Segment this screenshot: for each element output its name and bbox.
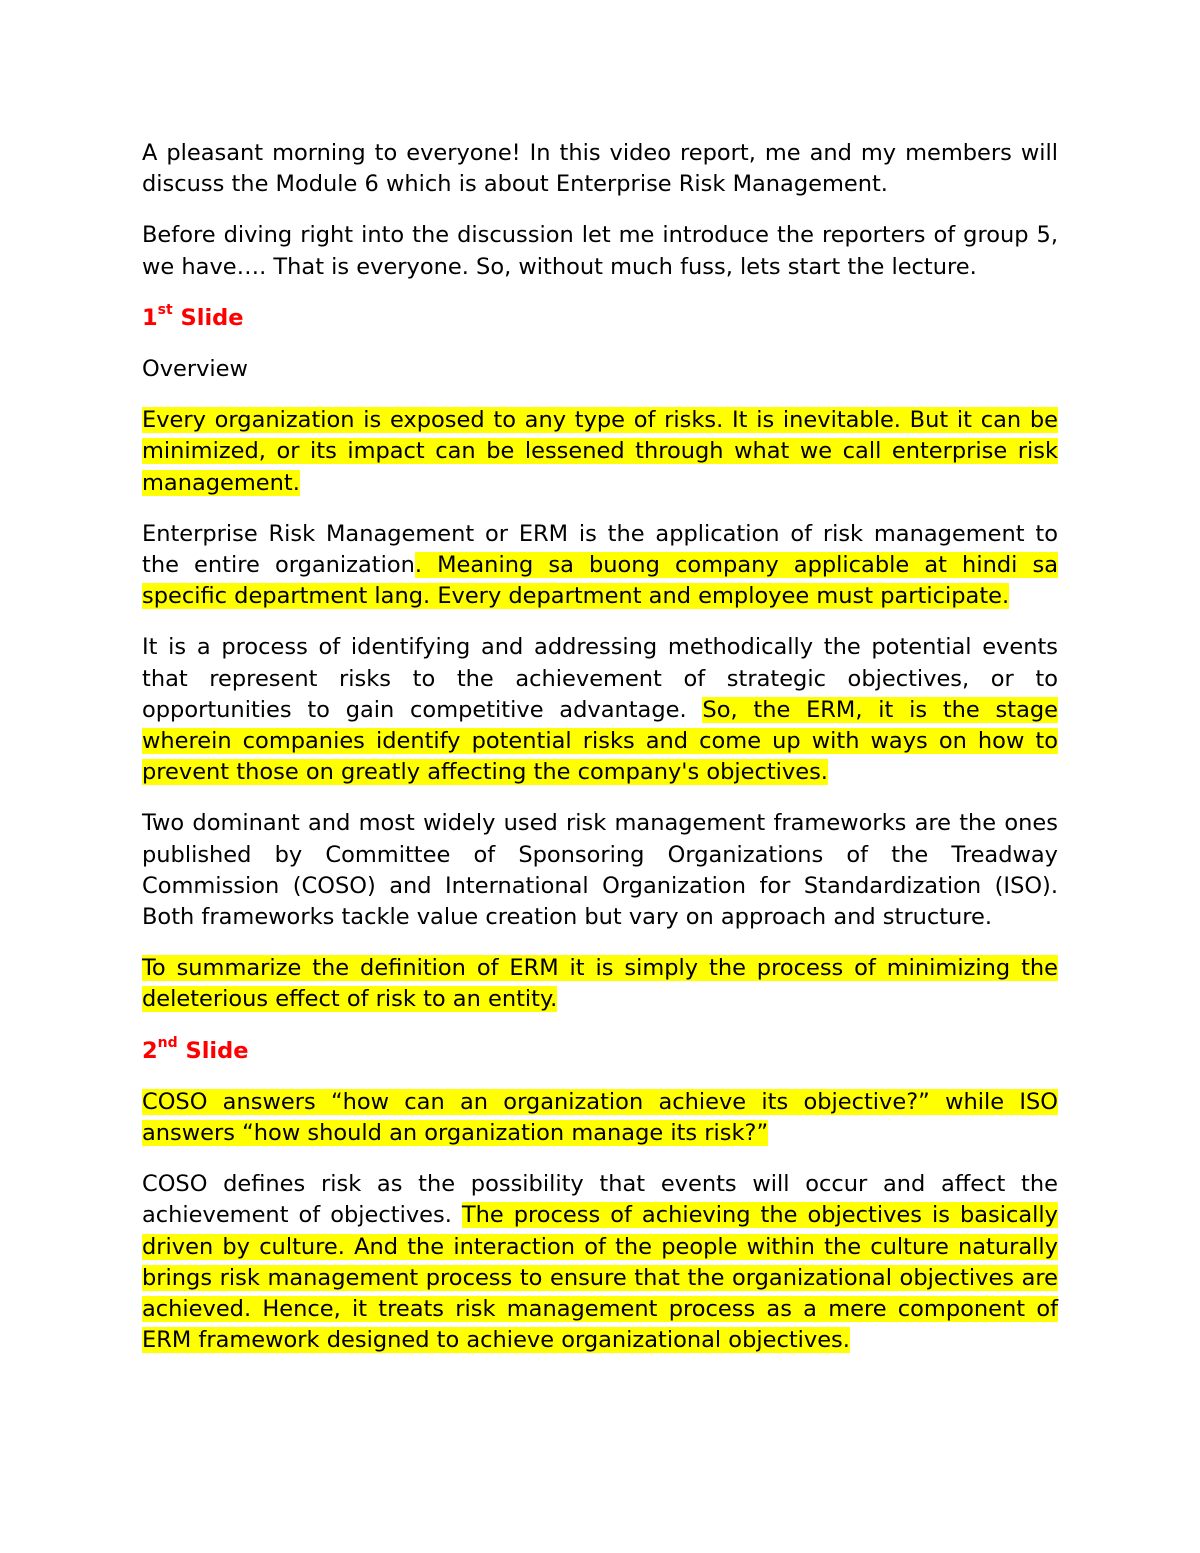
document-page bbox=[142, 138, 1058, 1377]
overview-label: Overview bbox=[142, 356, 248, 383]
slide-1-heading bbox=[142, 303, 1058, 334]
slide-1-heading-ordinal: st bbox=[157, 302, 173, 319]
highlighted-text: Every organization is exposed to any type of risks. It is inevitable. But it can be minimized, or its impact can be lessened through what we call enterprise risk management. bbox=[142, 407, 1058, 496]
intro-paragraph-greeting: A pleasant morning to everyone! In this video report, me and my members will discuss the Module 6 which is about Enterprise Risk Management. bbox=[142, 140, 1058, 198]
plain-text: COSO defines risk as the possibility that events will occur and affect the achievement of objectives. bbox=[142, 1171, 1058, 1229]
slide-2-heading-number: 2 bbox=[142, 1037, 158, 1064]
highlighted-text: So, the ERM, it is the stage wherein companies identify potential risks and come up with ways on how to prevent those on greatly affecting the company's objectives. bbox=[142, 696, 1058, 786]
paragraph-coso-defines-risk bbox=[142, 1169, 1058, 1356]
plain-text: Enterprise Risk Management or ERM is the application of risk management to the entire organization bbox=[142, 520, 1058, 579]
highlighted-text: To summarize the definition of ERM it is simply the process of minimizing the deleterious effect of risk to an entity. bbox=[142, 955, 1058, 1013]
slide-1-heading-number: 1 bbox=[142, 304, 158, 331]
slide-2-heading-ordinal: nd bbox=[157, 1035, 178, 1052]
highlighted-text: . Meaning sa buong company applicable at hindi sa specific department lang. Every department and employee must participate. bbox=[142, 552, 1059, 610]
paragraph-frameworks: Two dominant and most widely used risk management frameworks are the ones published by Committee of Sponsoring Organizations of the Treadway Commission (COSO) and International Organization for Standardization (ISO). Both frameworks tackle value creation but vary on approach and structure. bbox=[142, 810, 1058, 931]
highlighted-text: COSO answers “how can an organization achieve its objective?” while ISO answers “how should an organization manage its risk?” bbox=[142, 1088, 1058, 1147]
paragraph-exposed-to-risks bbox=[142, 405, 1058, 499]
highlighted-text: The process of achieving the objectives is basically driven by culture. And the interaction of the people within the culture naturally brings risk management process to ensure that the organizational objectives are achieved. Hence, it treats risk management process as a mere component of ERM framework designed to achieve organizational objectives. bbox=[142, 1202, 1058, 1354]
slide-2-heading-label: Slide bbox=[177, 1037, 249, 1064]
intro-paragraph-reporters: Before diving right into the discussion let me introduce the reporters of group 5, we have…. That is everyone. So, without much fuss, lets start the lecture. bbox=[142, 222, 1058, 280]
plain-text: It is a process of identifying and addressing methodically the potential events that represent risks to the achievement of strategic objectives, or to opportunities to gain competitive advantage. bbox=[142, 634, 1058, 723]
slide-1-heading-label: Slide bbox=[172, 304, 244, 331]
paragraph-summary bbox=[142, 953, 1058, 1015]
paragraph-erm-definition bbox=[142, 519, 1058, 613]
slide-2-heading bbox=[142, 1036, 1058, 1067]
paragraph-erm-process bbox=[142, 632, 1058, 788]
paragraph-coso-iso-answers bbox=[142, 1087, 1058, 1149]
